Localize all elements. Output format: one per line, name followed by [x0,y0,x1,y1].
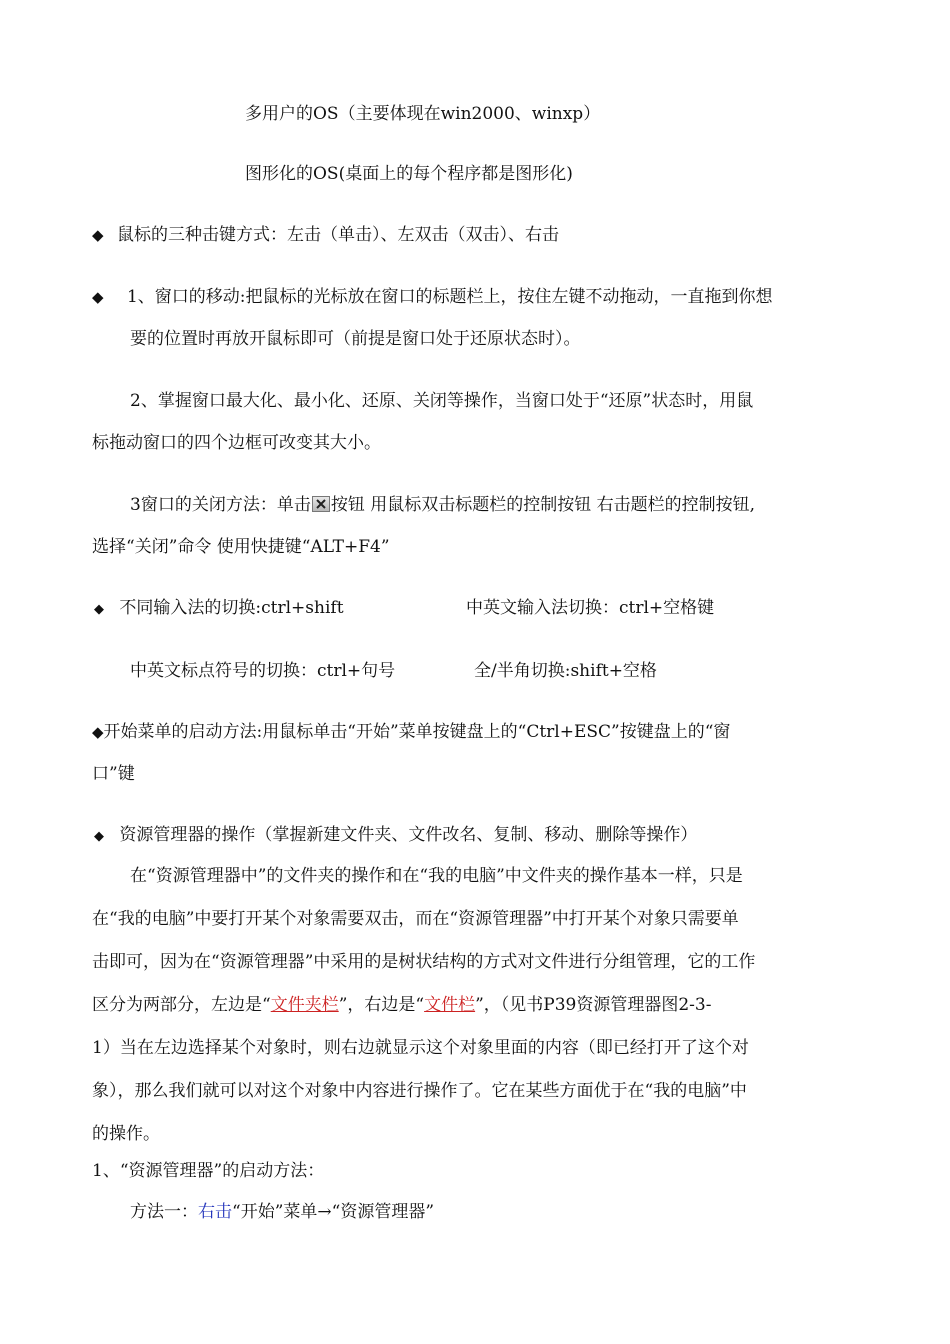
line-mouse-clicks [92,224,559,246]
method-one-label: 方法一： [130,1202,198,1222]
line-explorer-ops [94,824,697,848]
line-explorer-p2: 在“我的电脑”中要打开某个对象需要双击，而在“资源管理器”中打开某个对象只需要单 [92,909,739,929]
line-explorer-p4 [92,994,711,1016]
file-pane-term: 文件栏 [424,995,476,1015]
folder-pane-term: 文件夹栏 [270,995,339,1015]
line-cn-en-switch: 中英文输入法切换：ctrl+空格键 [466,598,715,618]
close-icon [312,496,330,512]
window-move-text: 1、窗口的移动:把鼠标的光标放在窗口的标题栏上，按住左键不动拖动，一直拖到你想 [126,287,773,307]
explorer-p4-a: 区分为两部分，左边是“ [92,995,271,1015]
bullet-icon: ◆ [94,829,104,844]
line-close-menu: 选择“关闭”命令 使用快捷键“ALT+F4” [92,537,390,557]
line-width-switch: 全/半角切换:shift+空格 [474,661,657,681]
explorer-p4-c: ”，右边是“ [338,995,425,1015]
line-window-resize: 标拖动窗口的四个边框可改变其大小。 [92,433,381,453]
bullet-icon: ◆ [92,226,104,244]
bullet-icon: ◆ [92,723,104,741]
line-start-menu-cont: 口”键 [92,764,135,784]
line-window-maximize: 2、掌握窗口最大化、最小化、还原、关闭等操作，当窗口处于“还原”状态时，用鼠 [130,391,754,411]
bullet-icon: ◆ [92,288,104,306]
explorer-ops-text: 资源管理器的操作（掌握新建文件夹、文件改名、复制、移动、删除等操作） [119,825,698,845]
right-click-term: 右击 [198,1202,232,1222]
explorer-p4-e: ”，（见书P39资源管理器图2-3- [475,995,712,1015]
bullet-icon: ◆ [94,602,104,617]
line-window-close [130,494,755,516]
line-start-menu [92,721,730,743]
window-close-text-b: 按钮 用鼠标双击标题栏的控制按钮 右击题栏的控制按钮, [330,495,756,515]
input-switch-text: 不同输入法的切换:ctrl+shift [119,598,344,618]
line-explorer-p7: 的操作。 [92,1124,160,1144]
method-one-text: “开始”菜单→“资源管理器” [232,1202,435,1222]
line-graphical-os: 图形化的OS(桌面上的每个程序都是图形化) [245,164,573,184]
line-method-one [130,1201,434,1223]
window-close-text-a: 3窗口的关闭方法：单击 [130,495,311,515]
line-explorer-p1: 在“资源管理器中”的文件夹的操作和在“我的电脑”中文件夹的操作基本一样，只是 [130,866,743,886]
line-explorer-p6: 象），那么我们就可以对这个对象中内容进行操作了。它在某些方面优于在“我的电脑”中 [92,1081,747,1101]
line-explorer-p5: 1）当在左边选择某个对象时，则右边就显示这个对象里面的内容（即已经打开了这个对 [92,1038,749,1058]
line-explorer-launch-heading: 1、“资源管理器”的启动方法： [92,1161,325,1181]
line-window-move-cont: 要的位置时再放开鼠标即可（前提是窗口处于还原状态时）。 [130,329,581,349]
line-explorer-p3: 击即可，因为在“资源管理器”中采用的是树状结构的方式对文件进行分组管理，它的工作 [92,952,756,972]
mouse-clicks-text: 鼠标的三种击键方式：左击（单击）、左双击（双击）、右击 [116,225,559,245]
line-window-move [92,286,773,308]
start-menu-text: 开始菜单的启动方法:用鼠标单击“开始”菜单按键盘上的“Ctrl+ESC”按键盘上的“窗 [103,722,731,742]
line-multiuser-os: 多用户的OS（主要体现在win2000、winxp） [245,104,601,124]
line-input-switch [94,597,344,621]
line-punctuation-switch: 中英文标点符号的切换：ctrl+句号 [130,661,396,681]
